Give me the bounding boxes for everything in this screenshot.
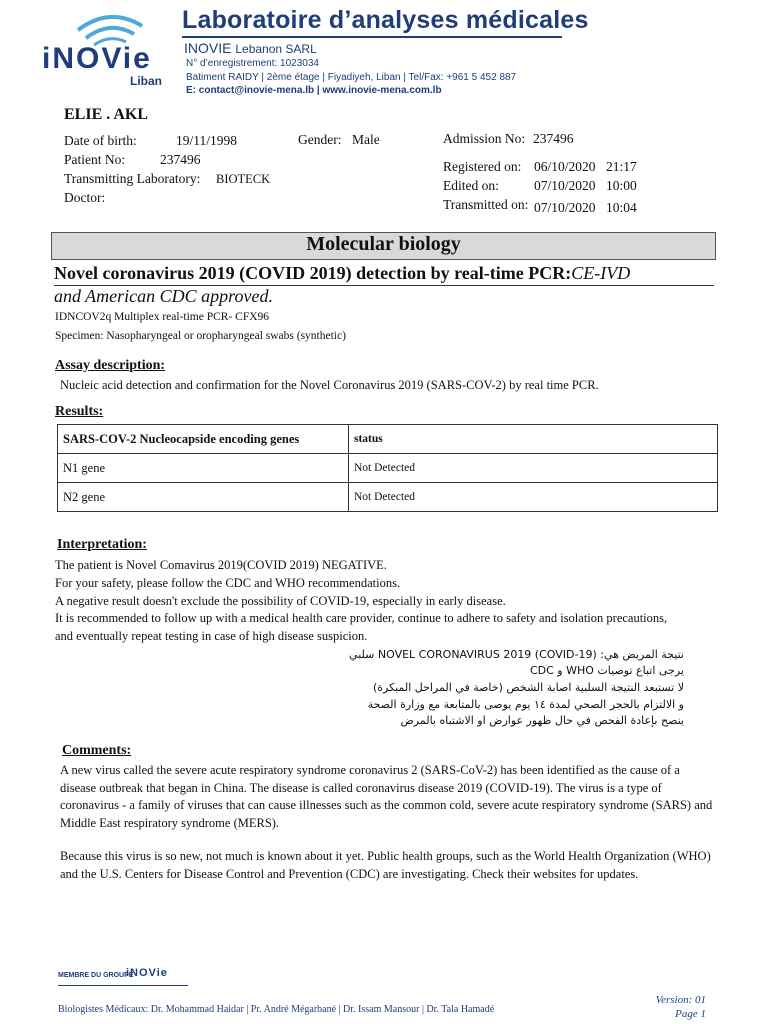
- status-cell: Not Detected: [349, 454, 718, 483]
- logo-text: iNOVie: [42, 42, 152, 75]
- edited-time: 10:00: [606, 178, 637, 193]
- transmitting-lab-value: BIOTECK: [216, 172, 271, 186]
- arabic-line: يرجى اتباع توصيات WHO و CDC: [529, 664, 684, 677]
- results-heading: Results:: [55, 404, 104, 419]
- table-row: [58, 454, 718, 483]
- section-title: Molecular biology: [306, 233, 461, 255]
- registered-date: 06/10/2020: [534, 159, 596, 174]
- interpretation-heading: Interpretation:: [57, 537, 147, 552]
- footer-biologists: Biologistes Médicaux: Dr. Mohammad Haidar | Pr. André Mégarbané | Dr. Issam Mansour | Dr. Tala Hamadé: [58, 1004, 495, 1015]
- footer-member-label: MEMBRE DU GROUPE: [58, 972, 134, 979]
- table-header-cell: status: [349, 425, 718, 454]
- status-cell: Not Detected: [349, 483, 718, 512]
- transmitted-date: 07/10/2020: [534, 200, 596, 215]
- gender-value: Male: [352, 132, 380, 147]
- admission-label: Admission No:: [443, 131, 526, 146]
- edited-label: Edited on:: [443, 178, 499, 193]
- test-title-italic: CE-IVD: [571, 263, 631, 283]
- admission-value: 237496: [533, 131, 574, 146]
- dob-label: Date of birth:: [64, 133, 137, 148]
- arabic-line: نتيجة المريض هي: NOVEL CORONAVIRUS 2019 (COVID-19) سلبي: [349, 648, 684, 661]
- registration-number: N° d’enregistrement: 1023034: [186, 58, 319, 69]
- test-title-line2: and American CDC approved.: [54, 286, 273, 306]
- interpretation-line: For your safety, please follow the CDC and WHO recommendations.: [55, 576, 401, 590]
- patient-name: ELIE . AKL: [64, 106, 149, 123]
- gene-cell: N1 gene: [58, 454, 349, 483]
- footer-divider: [58, 985, 188, 986]
- transmitted-label: Transmitted on:: [443, 197, 529, 212]
- test-title: [54, 263, 630, 284]
- company-main: INOVIE: [184, 40, 232, 56]
- test-title-main: Novel coronavirus 2019 (COVID 2019) detection by real-time PCR:: [54, 263, 572, 283]
- table-row: [58, 483, 718, 512]
- registered-label: Registered on:: [443, 159, 522, 174]
- patient-no-value: 237496: [160, 152, 201, 167]
- interpretation-line: The patient is Novel Comavirus 2019(COVID 2019) NEGATIVE.: [55, 558, 387, 572]
- registered-time: 21:17: [606, 159, 637, 174]
- gene-cell: N2 gene: [58, 483, 349, 512]
- page-number: Page 1: [675, 1008, 706, 1020]
- patient-no-label: Patient No:: [64, 152, 126, 167]
- edited-date: 07/10/2020: [534, 178, 596, 193]
- interpretation-line: A negative result doesn't exclude the possibility of COVID-19, especially in early disease.: [55, 594, 506, 608]
- interpretation-line: and eventually repeat testing in case of high disease suspicion.: [55, 629, 368, 643]
- lab-address: Batiment RAIDY | 2ème étage | Fiyadiyeh, Liban | Tel/Fax: +961 5 452 887: [186, 72, 517, 83]
- specimen-type: Specimen: Nasopharyngeal or oropharyngeal swabs (synthetic): [55, 330, 346, 342]
- table-header-row: [58, 425, 718, 454]
- company-name: [184, 40, 317, 56]
- assay-text: Nucleic acid detection and confirmation for the Novel Coronavirus 2019 (SARS-COV-2) by real time PCR.: [60, 378, 599, 392]
- lab-title: Laboratoire d’analyses médicales: [182, 6, 589, 34]
- transmitting-lab-label: Transmitting Laboratory:: [64, 171, 201, 186]
- assay-heading: Assay description:: [55, 358, 166, 373]
- version-label: Version: 01: [655, 994, 706, 1006]
- comments-paragraph: A new virus called the severe acute respiratory syndrome coronavirus 2 (SARS-CoV-2) has been identified as the cause of a disease outbreak that began in China. The disease is called coronavirus disease 2019 (COVID-19). The virus is a type of coronavirus - a family of viruses that can cause illnesses such as the common cold, severe acute respiratory syndrome (SARS) and Middle East respiratory syndrome (MERS).: [60, 763, 713, 830]
- transmitted-time: 10:04: [606, 200, 637, 215]
- interpretation-line: It is recommended to follow up with a medical health care provider, continue to adhere to safety and isolation precautions,: [55, 611, 668, 625]
- comments-paragraph: Because this virus is so new, not much is known about it yet. Public health groups, such as the World Health Organization (WHO) and the U.S. Centers for Disease Control and Prevention (CDC) are investigating. Check their websites for updates.: [60, 849, 711, 881]
- arabic-line: لا تستبعد النتيجة السلبية اصابة الشخص (خاصة في المراحل المبكرة): [372, 681, 684, 694]
- logo-subtext: Liban: [130, 74, 162, 88]
- results-table: [57, 424, 718, 512]
- header-divider: [182, 36, 562, 38]
- arabic-line: ينصح بإعادة الفحص في حال ظهور عوارض او الاشتباه بالمرض: [400, 714, 684, 727]
- comments-heading: Comments:: [62, 743, 132, 758]
- gender-label: Gender:: [298, 132, 342, 147]
- lab-contact: E: contact@inovie-mena.lb | www.inovie-mena.com.lb: [186, 85, 442, 96]
- footer-logo: iNOVie: [126, 967, 168, 979]
- dob-value: 19/11/1998: [176, 133, 238, 148]
- arabic-line: و الالتزام بالحجر الصحي لمدة ١٤ يوم يوصى بالمتابعة مع وزارة الصحة: [367, 698, 684, 711]
- table-header-cell: SARS-COV-2 Nucleocapside encoding genes: [58, 425, 349, 454]
- company-suffix: Lebanon SARL: [235, 42, 317, 56]
- test-method: IDNCOV2q Multiplex real-time PCR- CFX96: [55, 311, 270, 323]
- doctor-label: Doctor:: [64, 190, 106, 205]
- inovie-logo: [40, 8, 180, 90]
- comments-body: [60, 762, 715, 899]
